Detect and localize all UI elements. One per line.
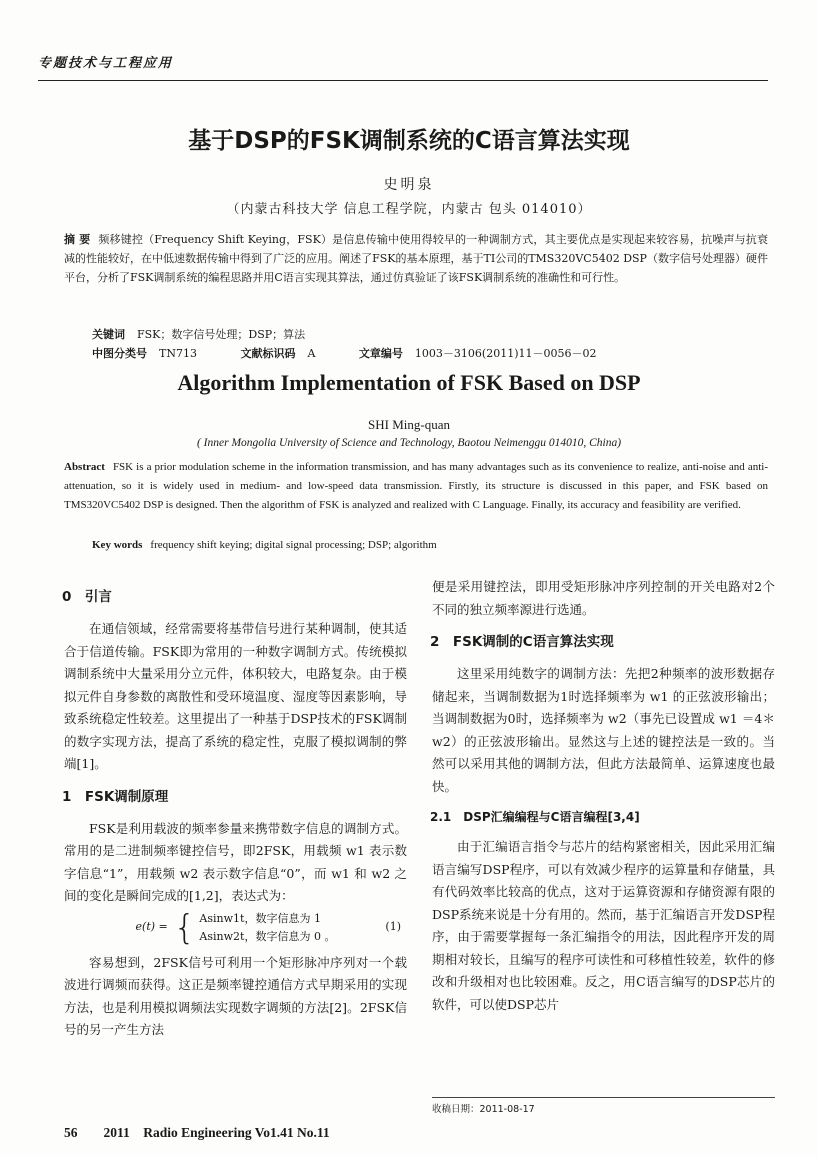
author-en: SHI Ming-quan xyxy=(368,417,450,432)
clc-value: TN713 xyxy=(159,347,197,360)
abstract-cn-text: 频移键控（Frequency Shift Keying，FSK）是信息传输中使用得较早的一种调制方式，其主要优点是实现起来较容易，抗噪声与抗衰减的性能较好，在中低速数据传输中得到了广泛的应用。阐述了FSK的基本原理，基于TI公司的TMS320VC5402 DSP（数字信号处理器）硬件平台，分析了FSK调制系统的编程思路并用C语言实现其算法，通过仿真验证了该FSK调制系统的准确性和可行性。 xyxy=(64,233,768,284)
section-2-heading: 2 FSK调制的C语言算法实现 xyxy=(430,634,614,650)
classification-line xyxy=(92,344,768,363)
section-1-heading: 1 FSK调制原理 xyxy=(62,788,169,805)
journal-info: 2011 Radio Engineering Vo1.41 No.11 xyxy=(103,1125,330,1140)
keywords-en xyxy=(92,536,768,555)
received-date: 收稿日期：2011-08-17 xyxy=(432,1097,775,1115)
article-no-value: 1003－3106(2011)11－0056－02 xyxy=(414,347,597,360)
equation-1 xyxy=(64,907,407,948)
keywords-cn xyxy=(92,325,305,344)
equation-case-2: Asinw2t，数字信息为 0 。 xyxy=(199,929,336,943)
author-cn: 史明泉 xyxy=(383,177,435,193)
clc-label: 中图分类号 xyxy=(92,347,147,360)
equation-case-1: Asinw1t，数字信息为 1 xyxy=(199,911,321,925)
section-1-paragraph-1: FSK是利用载波的频率参量来携带数字信息的调制方式。常用的是二进制频率键控信号，即2FSK，用载频 w1 表示数字信息“1”，用载频 w2 表示数字信息“0”，而 w1 和 w2 之间的变化是瞬间完成的[1,2]，表达式为： xyxy=(64,820,407,903)
doc-code-label: 文献标识码 xyxy=(240,347,296,360)
header-rule xyxy=(38,80,768,81)
section-2-1-heading: 2.1 DSP汇编编程与C语言编程[3,4] xyxy=(430,810,640,824)
abstract-en-text: FSK is a prior modulation scheme in the information transmission, and has many advantages such as its convenience to realize, anti-noise and anti-attenuation, so it is widely used in medium- and low-speed data transmission. Firstly, its structure is discussed in this paper, and FSK based on TMS320VC5402 DSP is designed. Then the algorithm of FSK is analyzed and realized with C Language. Finally, its accuracy and feasibility are verified. xyxy=(64,461,768,511)
section-0-paragraph: 在通信领域，经常需要将基带信号进行某种调制，使其适合于信道传输。FSK即为常用的一种数字调制方式。传统模拟调制系统中大量采用分立元件，体积较大，电路复杂。由于模拟元件自身参数的离散性和受环境温度、湿度等因素影响，导致系统稳定性较差。这里提出了一种基于DSP技术的FSK调制的数字实现方法，提高了系统的稳定性，克服了模拟调制的弊端[1]。 xyxy=(64,621,407,771)
equation-brace: { xyxy=(173,907,196,948)
keywords-cn-label: 关键词 xyxy=(92,328,125,341)
section-1-paragraph-2: 容易想到，2FSK信号可利用一个矩形脉冲序列对一个载波进行调频而获得。这正是频率键控通信方式早期采用的实现方法，也是利用模拟调频法实现数字调频的方法[2]。2FSK信号的另一产生方法 xyxy=(64,954,407,1037)
equation-number: (1) xyxy=(385,920,401,934)
section-2-1-paragraph: 由于汇编语言指令与芯片的结构紧密相关，因此采用汇编语言编写DSP程序，可以有效减少程序的运算量和存储量，具有代码效率比较高的优点，这对于运算资源和存储资源有限的DSP系统来说是十分有用的。然而，基于汇编语言开发DSP程序，由于需要掌握每一条汇编指令的用法，因此程序开发的周期相对较长，且编写的程序可读性和可移植性较差，软件的修改和升级相对也比较困难。反之，用C语言编写的DSP芯片的软件，可以使DSP芯片 xyxy=(432,839,775,1012)
affiliation-cn: （内蒙古科技大学 信息工程学院，内蒙古 包头 014010） xyxy=(226,202,592,217)
equation-lhs: e(t) = xyxy=(135,920,168,934)
keywords-cn-text: FSK；数字信号处理；DSP；算法 xyxy=(137,328,306,341)
equation-cases xyxy=(199,910,335,946)
running-header: 专题技术与工程应用 xyxy=(38,56,174,71)
doc-code-value: A xyxy=(307,347,316,360)
keywords-en-text: frequency shift keying; digital signal processing; DSP; algorithm xyxy=(150,539,437,551)
continued-paragraph: 便是采用键控法，即用受矩形脉冲序列控制的开关电路对2个不同的独立频率源进行选通。 xyxy=(432,579,775,617)
article-no-label: 文章编号 xyxy=(358,347,403,360)
paper-title-cn: 基于DSP的FSK调制系统的C语言算法实现 xyxy=(188,128,630,154)
section-0-heading: 0 引言 xyxy=(62,589,112,605)
page-footer xyxy=(64,1121,330,1141)
affiliation-en: ( Inner Mongolia University of Science and Technology, Baotou Neimenggu 014010, China) xyxy=(196,437,622,449)
keywords-en-label: Key words xyxy=(92,539,143,551)
abstract-cn xyxy=(64,230,768,287)
section-2-paragraph: 这里采用纯数字的调制方法：先把2种频率的波形数据存储起来，当调制数据为1时选择频率为 w1 的正弦波形输出；当调制数据为0时，选择频率为 w2（事先已设置成 w1 ＝4＊ w2）的正弦波形输出。显然这与上述的键控法是一致的。当然可以采用其他的调制方法，但此方法最简单、运算速度也最快。 xyxy=(432,666,775,794)
left-column xyxy=(64,576,407,1042)
abstract-en xyxy=(64,458,768,515)
right-column xyxy=(432,576,775,1016)
paper-title-en: Algorithm Implementation of FSK Based on DSP xyxy=(177,370,641,395)
abstract-en-label: Abstract xyxy=(64,461,105,473)
abstract-cn-label: 摘 要 xyxy=(64,233,91,246)
page-number: 56 xyxy=(64,1125,78,1140)
